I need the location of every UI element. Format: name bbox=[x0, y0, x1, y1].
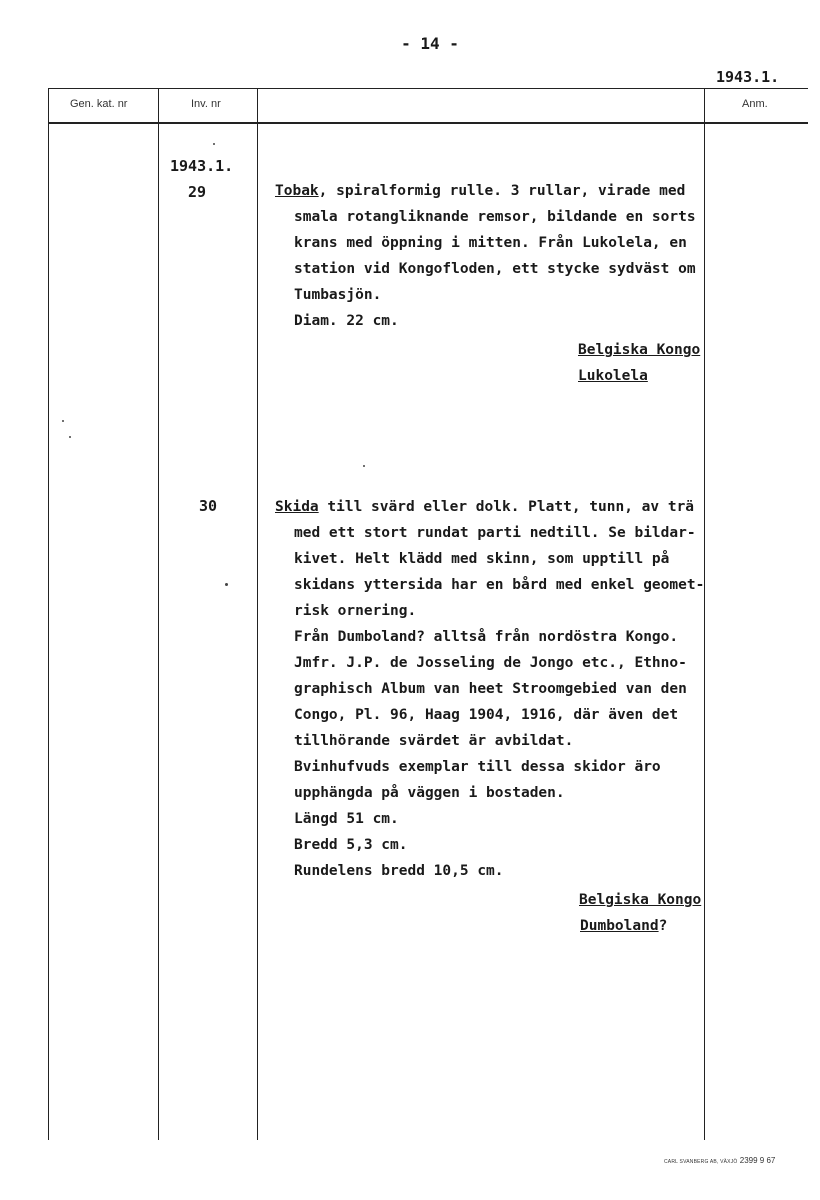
scan-speck bbox=[213, 143, 215, 145]
location-country: Belgiska Kongo bbox=[579, 892, 702, 908]
location-place-line bbox=[580, 913, 667, 939]
entry-line: graphisch Album van heet Stroomgebied van den bbox=[294, 681, 687, 697]
location-place-suffix: ? bbox=[658, 918, 668, 934]
printer-imprint bbox=[664, 1156, 775, 1165]
scan-speck bbox=[62, 420, 64, 422]
entry-inv-nr: 30 bbox=[199, 497, 218, 515]
entry-line: med ett stort rundat parti nedtill. Se bildar- bbox=[294, 525, 696, 541]
entry-line: kivet. Helt klädd med skinn, som upptill på bbox=[294, 551, 670, 567]
entry-first-line-rest: till svärd eller dolk. Platt, tunn, av trä bbox=[318, 499, 695, 515]
scan-speck bbox=[69, 436, 71, 438]
entry-line: smala rotangliknande remsor, bildande en sorts bbox=[294, 209, 696, 225]
entry-line: Diam. 22 cm. bbox=[294, 313, 399, 329]
entry-line: skidans yttersida har en bård med enkel geomet- bbox=[294, 577, 705, 593]
entry-line: risk ornering. bbox=[294, 603, 417, 619]
entry-inv-nr: 29 bbox=[188, 183, 207, 201]
entry-first-line bbox=[275, 494, 705, 520]
table-header-rule bbox=[48, 122, 808, 124]
entry-line: Congo, Pl. 96, Haag 1904, 1916, där även det bbox=[294, 707, 679, 723]
inventory-year: 1943.1. bbox=[170, 157, 234, 175]
entry-line: Bvinhufvuds exemplar till dessa skidor äro bbox=[294, 759, 661, 775]
printer-name: CARL SVANBERG AB, VÄXJÖ bbox=[664, 1159, 738, 1165]
entry-line: station vid Kongofloden, ett stycke sydväst om bbox=[294, 261, 696, 277]
scan-speck bbox=[225, 583, 228, 586]
column-header-anm: Anm. bbox=[742, 98, 768, 110]
location-place: Dumboland bbox=[580, 918, 659, 934]
entry-line: Från Dumboland? alltså från nordöstra Kongo. bbox=[294, 629, 679, 645]
entry-line: krans med öppning i mitten. Från Lukolela, en bbox=[294, 235, 687, 251]
entry-line: upphängda på väggen i bostaden. bbox=[294, 785, 565, 801]
column-divider-text bbox=[257, 88, 258, 1140]
entry-line: Jmfr. J.P. de Josseling de Jongo etc., Ethno- bbox=[294, 655, 687, 671]
entry-line: Rundelens bredd 10,5 cm. bbox=[294, 863, 504, 879]
entry-line: Tumbasjön. bbox=[294, 287, 382, 303]
scan-speck bbox=[363, 465, 365, 467]
page-number: - 14 - bbox=[401, 34, 459, 53]
table-top-rule bbox=[48, 88, 808, 89]
column-divider-gen-kat bbox=[48, 88, 49, 1140]
form-number: 2399 9 67 bbox=[739, 1156, 776, 1165]
entry-line: Bredd 5,3 cm. bbox=[294, 837, 408, 853]
entry-line: tillhörande svärdet är avbildat. bbox=[294, 733, 574, 749]
column-header-inv: Inv. nr bbox=[191, 98, 221, 110]
header-year: 1943.1. bbox=[716, 68, 780, 86]
entry-line: Längd 51 cm. bbox=[294, 811, 399, 827]
entry-head-word: Tobak bbox=[275, 183, 319, 199]
location-place: Lukolela bbox=[578, 368, 648, 384]
column-divider-inv bbox=[158, 88, 159, 1140]
location-country: Belgiska Kongo bbox=[578, 342, 701, 358]
entry-text bbox=[275, 178, 705, 334]
entry-first-line bbox=[275, 178, 705, 204]
entry-text bbox=[275, 494, 705, 884]
column-header-gen-kat: Gen. kat. nr bbox=[70, 98, 128, 110]
entry-first-line-rest: , spiralformig rulle. 3 rullar, virade med bbox=[318, 183, 686, 199]
entry-head-word: Skida bbox=[275, 499, 319, 515]
